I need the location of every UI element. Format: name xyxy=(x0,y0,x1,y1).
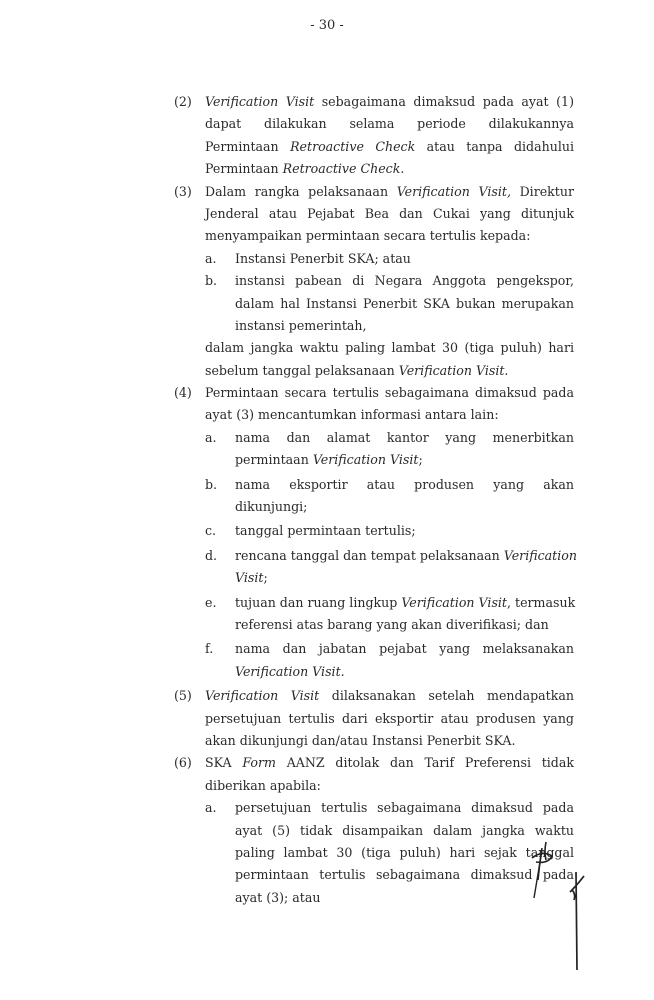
text-segment: Instansi Penerbit SKA; atau xyxy=(235,250,411,266)
text-line xyxy=(235,797,574,819)
list-item-letter: a. xyxy=(205,250,217,266)
paragraph-2 xyxy=(174,91,574,181)
text-segment: ayat (3) mencantumkan informasi antara lain: xyxy=(205,407,499,423)
text-segment: Jenderal atau Pejabat Bea dan Cukai yang ditunjuk xyxy=(205,205,574,221)
document-body xyxy=(174,91,577,909)
text-line xyxy=(235,474,574,496)
text-segment: AANZ ditolak dan Tarif Preferensi tidak xyxy=(275,755,575,771)
italic-term: Form xyxy=(242,755,276,771)
text-line xyxy=(235,661,574,683)
italic-term: Verification Visit xyxy=(205,688,320,704)
text-segment: diberikan apabila: xyxy=(205,777,321,793)
text-segment: rencana tanggal dan tempat pelaksanaan xyxy=(235,547,504,563)
text-line xyxy=(235,293,574,315)
text-line xyxy=(235,449,574,471)
text-segment: dapat dilakukan selama periode dilakukannya xyxy=(205,116,574,132)
text-line xyxy=(205,158,574,180)
text-line xyxy=(205,775,574,797)
text-segment: permintaan tertulis sebagaimana dimaksud pada xyxy=(235,867,574,883)
paragraph-number: (6) xyxy=(174,755,192,771)
signature-initials xyxy=(528,820,598,980)
text-line xyxy=(235,887,574,909)
paragraph-number: (4) xyxy=(174,385,192,401)
text-segment: persetujuan tertulis dari eksportir atau produsen yang xyxy=(205,710,574,726)
text-line xyxy=(235,496,574,518)
paragraph-6 xyxy=(174,752,574,909)
text-line xyxy=(235,592,574,614)
text-segment: dalam hal Instansi Penerbit SKA bukan merupakan xyxy=(235,295,574,311)
text-segment: referensi atas barang yang akan diverifikasi; dan xyxy=(235,616,549,632)
text-line xyxy=(235,248,574,270)
italic-term: Verification xyxy=(503,547,577,563)
text-line xyxy=(205,181,574,203)
text-line xyxy=(205,382,574,404)
list-item-letter: f. xyxy=(205,641,214,657)
text-line xyxy=(235,520,574,542)
text-line xyxy=(205,113,574,135)
text-line xyxy=(235,842,574,864)
text-line xyxy=(235,270,574,292)
text-line xyxy=(235,820,574,842)
text-segment: Direktur xyxy=(510,183,574,199)
text-line xyxy=(205,730,574,752)
text-segment: ayat (5) tidak disampaikan dalam jangka waktu xyxy=(235,822,574,838)
italic-term: Verification Visit. xyxy=(235,663,345,679)
italic-term: Retroactive Check xyxy=(290,138,416,154)
text-line xyxy=(235,614,574,636)
text-line xyxy=(205,404,574,426)
text-line xyxy=(235,545,577,567)
text-line xyxy=(205,708,574,730)
text-segment: instansi pabean di Negara Anggota pengekspor, xyxy=(235,273,574,289)
text-segment: persetujuan tertulis sebagaimana dimaksud pada xyxy=(235,800,574,816)
text-line xyxy=(235,864,574,886)
text-segment: sebelum tanggal pelaksanaan xyxy=(205,362,399,378)
text-line xyxy=(205,136,574,158)
text-segment: dalam jangka waktu paling lambat 30 (tiga puluh) hari xyxy=(205,340,574,356)
paragraph-number: (3) xyxy=(174,183,192,199)
italic-term: Visit xyxy=(235,570,264,586)
text-segment: ; xyxy=(263,570,268,586)
text-line xyxy=(205,337,574,359)
list-item xyxy=(205,427,574,472)
italic-term: Verification Visit, xyxy=(396,183,511,199)
list-item-letter: a. xyxy=(205,429,217,445)
text-segment: Permintaan xyxy=(205,161,283,177)
page-number: - 30 - xyxy=(310,18,344,33)
text-line xyxy=(235,638,574,660)
text-line xyxy=(205,91,574,113)
text-line xyxy=(205,685,574,707)
text-segment: Dalam rangka pelaksanaan xyxy=(205,183,397,199)
list-item xyxy=(205,545,577,590)
italic-term: Verification Visit xyxy=(205,94,315,109)
text-line xyxy=(205,360,574,382)
text-line xyxy=(205,752,574,774)
text-segment: nama dan alamat kantor yang menerbitkan xyxy=(235,429,574,445)
list-item xyxy=(205,592,574,637)
paragraph-3 xyxy=(174,181,574,383)
list-item-letter: a. xyxy=(205,800,217,816)
list-item-letter: e. xyxy=(205,594,217,610)
list-item xyxy=(205,270,574,337)
text-segment: menyampaikan permintaan secara tertulis kepada: xyxy=(205,228,531,244)
list-item xyxy=(205,797,574,909)
paragraph-number: (2) xyxy=(174,94,192,109)
text-segment: tanggal permintaan tertulis; xyxy=(235,523,416,539)
list-item-letter: b. xyxy=(205,476,218,492)
list-item xyxy=(205,248,574,270)
paragraph-5 xyxy=(174,685,574,752)
text-segment: dilaksanakan setelah mendapatkan xyxy=(319,688,574,704)
italic-term: Verification Visit xyxy=(401,594,507,610)
text-line xyxy=(235,315,574,337)
list-item xyxy=(205,474,574,519)
text-line xyxy=(205,225,574,247)
list-item xyxy=(205,638,574,683)
italic-term: Retroactive Check. xyxy=(282,161,405,177)
text-segment: paling lambat 30 (tiga puluh) hari sejak tanggal xyxy=(235,844,574,860)
text-line xyxy=(235,567,574,589)
text-segment: atau tanpa didahului xyxy=(415,138,574,154)
text-segment: akan dikunjungi dan/atau Instansi Penerbit SKA. xyxy=(205,732,516,748)
text-segment: ayat (3); atau xyxy=(235,889,321,905)
text-segment: permintaan xyxy=(235,452,313,468)
text-segment: nama dan jabatan pejabat yang melaksanakan xyxy=(235,641,574,657)
text-segment: dikunjungi; xyxy=(235,499,308,515)
italic-term: Verification Visit xyxy=(312,452,419,468)
paragraph-4 xyxy=(174,382,577,683)
text-segment: ; xyxy=(418,452,423,468)
italic-term: Verification Visit. xyxy=(398,362,509,378)
list-item-letter: b. xyxy=(205,273,218,289)
text-segment: Permintaan secara tertulis sebagaimana dimaksud pada xyxy=(205,385,574,401)
text-line xyxy=(205,203,574,225)
paragraph-number: (5) xyxy=(174,688,192,704)
text-line xyxy=(235,427,574,449)
list-item-letter: c. xyxy=(205,523,217,539)
list-item xyxy=(205,520,574,542)
text-segment: SKA xyxy=(205,755,243,771)
text-segment: instansi pemerintah, xyxy=(235,317,367,333)
text-segment: , termasuk xyxy=(507,594,576,610)
list-item-letter: d. xyxy=(205,547,218,563)
text-segment: sebagaimana dimaksud pada ayat (1) xyxy=(314,94,574,109)
text-segment: tujuan dan ruang lingkup xyxy=(235,594,402,610)
text-segment: Permintaan xyxy=(205,138,291,154)
text-segment: nama eksportir atau produsen yang akan xyxy=(235,476,574,492)
